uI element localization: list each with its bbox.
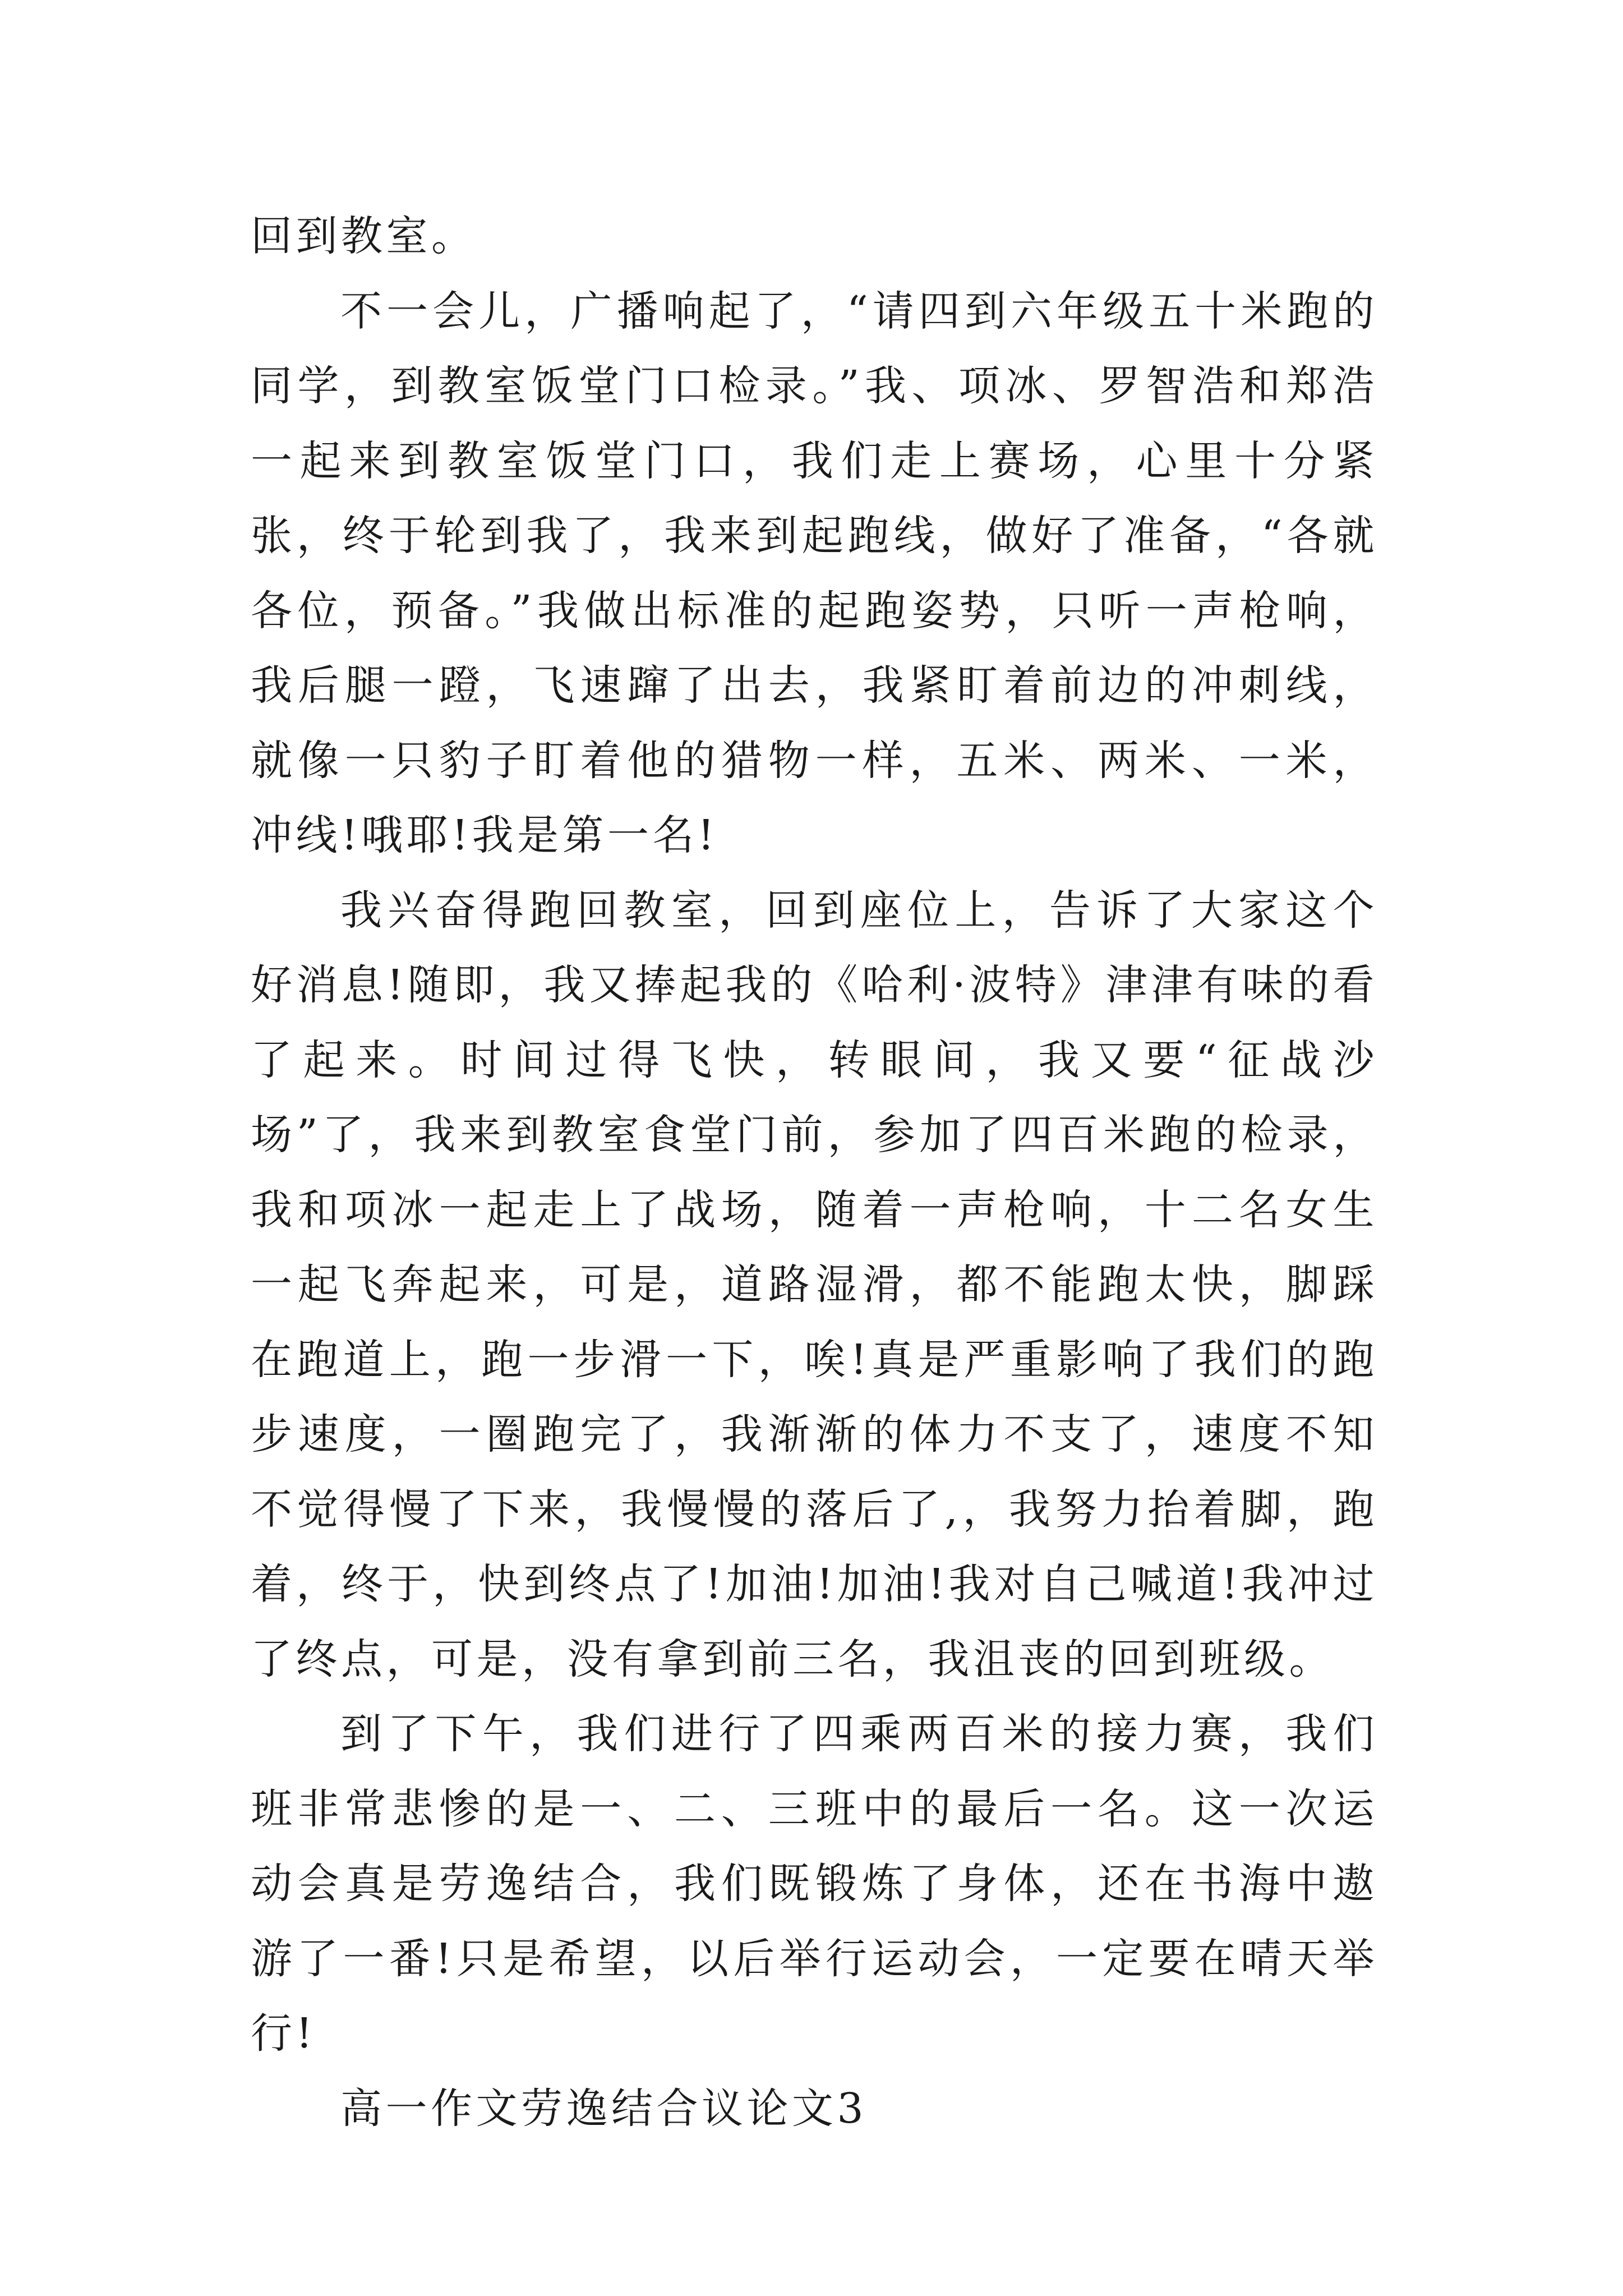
paragraph-fifty-meter-race: 不一会儿，广播响起了，“请四到六年级五十米跑的同学，到教室饭堂门口检录。”我、项冰、罗智浩和郑浩一起来到教室饭堂门口，我们走上赛场，心里十分紧张，终于轮到我了，我来到起跑线，做好了准备，“各就各位，预备。”我做出标准的起跑姿势，只听一声枪响，我后腿一蹬，飞速蹿了出去，我紧盯着前边的冲刺线，就像一只豹子盯着他的猎物一样，五米、两米、一米，冲线!哦耶!我是第一名! — [251, 287, 1378, 859]
paragraph-continuation: 回到教室。 — [251, 212, 477, 260]
section-heading: 高一作文劳逸结合议论文3 — [340, 2084, 868, 2133]
paragraph-relay-race: 到了下午，我们进行了四乘两百米的接力赛，我们班非常悲惨的是一、二、三班中的最后一名。这一次运动会真是劳逸结合，我们既锻炼了身体，还在书海中遨游了一番!只是希望，以后举行运动会，一定要在晴天举行! — [251, 1710, 1378, 2058]
document-body — [251, 199, 1378, 2146]
paragraph-four-hundred-meter-race: 我兴奋得跑回教室，回到座位上，告诉了大家这个好消息!随即，我又捧起我的《哈利·波特》津津有味的看了起来。时间过得飞快，转眼间，我又要“征战沙场”了，我来到教室食堂门前，参加了四百米跑的检录，我和项冰一起走上了战场，随着一声枪响，十二名女生一起飞奔起来，可是，道路湿滑，都不能跑太快，脚踩在跑道上，跑一步滑一下，唉!真是严重影响了我们的跑步速度，一圈跑完了，我渐渐的体力不支了，速度不知不觉得慢了下来，我慢慢的落后了,，我努力抬着脚，跑着，终于，快到终点了!加油!加油!我对自己喊道!我冲过了终点，可是，没有拿到前三名，我沮丧的回到班级。 — [251, 886, 1378, 1683]
